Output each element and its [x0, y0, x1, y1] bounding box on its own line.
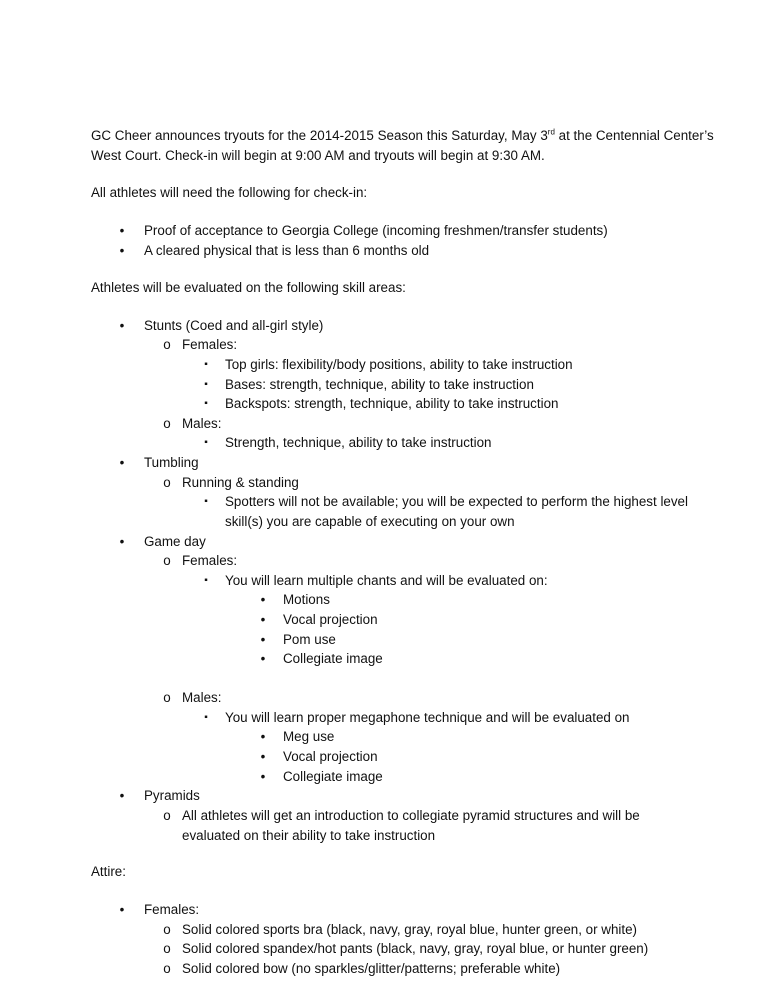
checkin-heading: All athletes will need the following for check-in: [91, 185, 368, 200]
gameday-females-label: Females: [182, 553, 238, 568]
intro-text-a: GC Cheer announces tryouts for the 2014-2015 Season this Saturday, May 3 [91, 128, 548, 143]
circle-bullet-icon: o [163, 941, 171, 956]
intro-text-b: at the Centennial Center’s [554, 128, 714, 143]
gameday-males-label: Males: [182, 690, 222, 705]
square-bullet-icon: ▪ [204, 379, 208, 390]
intro-superscript: rd [547, 127, 555, 137]
gameday-female-item: Pom use [283, 632, 336, 647]
circle-bullet-icon: o [163, 553, 171, 568]
circle-bullet-icon: o [163, 337, 171, 352]
gameday-female-intro: You will learn multiple chants and will be evaluated on: [225, 573, 548, 588]
square-bullet-icon: ▪ [204, 496, 208, 507]
tumbling-label: Tumbling [144, 455, 199, 470]
bullet-icon: • [119, 318, 125, 333]
circle-bullet-icon: o [163, 690, 171, 705]
bullet-icon: • [119, 534, 125, 549]
bullet-icon: • [119, 902, 125, 917]
circle-bullet-icon: o [163, 922, 171, 937]
gameday-male-item: Collegiate image [283, 769, 383, 784]
bullet-icon: • [119, 455, 125, 470]
gameday-female-item: Collegiate image [283, 651, 383, 666]
attire-female-item: Solid colored sports bra (black, navy, gray, royal blue, hunter green, or white) [182, 922, 638, 937]
intro-line-2: West Court. Check-in will begin at 9:00 AM and tryouts will begin at 9:30 AM. [91, 148, 545, 163]
stunts-female-item: Bases: strength, technique, ability to take instruction [225, 377, 534, 392]
bullet-icon: • [260, 651, 266, 666]
bullet-icon: • [260, 632, 266, 647]
bullet-icon: • [119, 243, 125, 258]
tumbling-sub: Running & standing [182, 475, 299, 490]
bullet-icon: • [260, 612, 266, 627]
attire-female-item: Solid colored spandex/hot pants (black, navy, gray, royal blue, or hunter green) [182, 941, 649, 956]
gameday-female-item: Motions [283, 592, 330, 607]
gameday-label: Game day [144, 534, 206, 549]
bullet-icon: • [119, 788, 125, 803]
pyramids-detail-2: evaluated on their ability to take instruction [182, 828, 436, 843]
stunts-males-label: Males: [182, 416, 222, 431]
square-bullet-icon: ▪ [204, 712, 208, 723]
attire-females-label: Females: [144, 902, 200, 917]
stunts-female-item: Backspots: strength, technique, ability to take instruction [225, 396, 559, 411]
tumbling-detail-2: skill(s) you are capable of executing on your own [225, 514, 515, 529]
circle-bullet-icon: o [163, 475, 171, 490]
circle-bullet-icon: o [163, 961, 171, 976]
stunts-females-label: Females: [182, 337, 238, 352]
tumbling-detail-1: Spotters will not be available; you will be expected to perform the highest level [225, 494, 688, 509]
skills-heading: Athletes will be evaluated on the following skill areas: [91, 280, 406, 295]
square-bullet-icon: ▪ [204, 359, 208, 370]
gameday-male-item: Meg use [283, 729, 335, 744]
attire-female-item: Solid colored bow (no sparkles/glitter/patterns; preferable white) [182, 961, 561, 976]
bullet-icon: • [119, 223, 125, 238]
gameday-male-item: Vocal projection [283, 749, 378, 764]
circle-bullet-icon: o [163, 416, 171, 431]
bullet-icon: • [260, 749, 266, 764]
checkin-item: Proof of acceptance to Georgia College (incoming freshmen/transfer students) [144, 223, 608, 238]
bullet-icon: • [260, 769, 266, 784]
circle-bullet-icon: o [163, 808, 171, 823]
bullet-icon: • [260, 592, 266, 607]
stunts-female-item: Top girls: flexibility/body positions, ability to take instruction [225, 357, 573, 372]
gameday-female-item: Vocal projection [283, 612, 378, 627]
square-bullet-icon: ▪ [204, 398, 208, 409]
square-bullet-icon: ▪ [204, 437, 208, 448]
intro-line-1 [91, 126, 714, 145]
pyramids-label: Pyramids [144, 788, 200, 803]
attire-heading: Attire: [91, 864, 126, 879]
bullet-icon: • [260, 729, 266, 744]
pyramids-detail-1: All athletes will get an introduction to collegiate pyramid structures and will be [182, 808, 640, 823]
stunts-label: Stunts (Coed and all-girl style) [144, 318, 324, 333]
square-bullet-icon: ▪ [204, 575, 208, 586]
stunts-male-item: Strength, technique, ability to take instruction [225, 435, 492, 450]
gameday-male-intro: You will learn proper megaphone technique and will be evaluated on [225, 710, 630, 725]
checkin-item: A cleared physical that is less than 6 months old [144, 243, 430, 258]
